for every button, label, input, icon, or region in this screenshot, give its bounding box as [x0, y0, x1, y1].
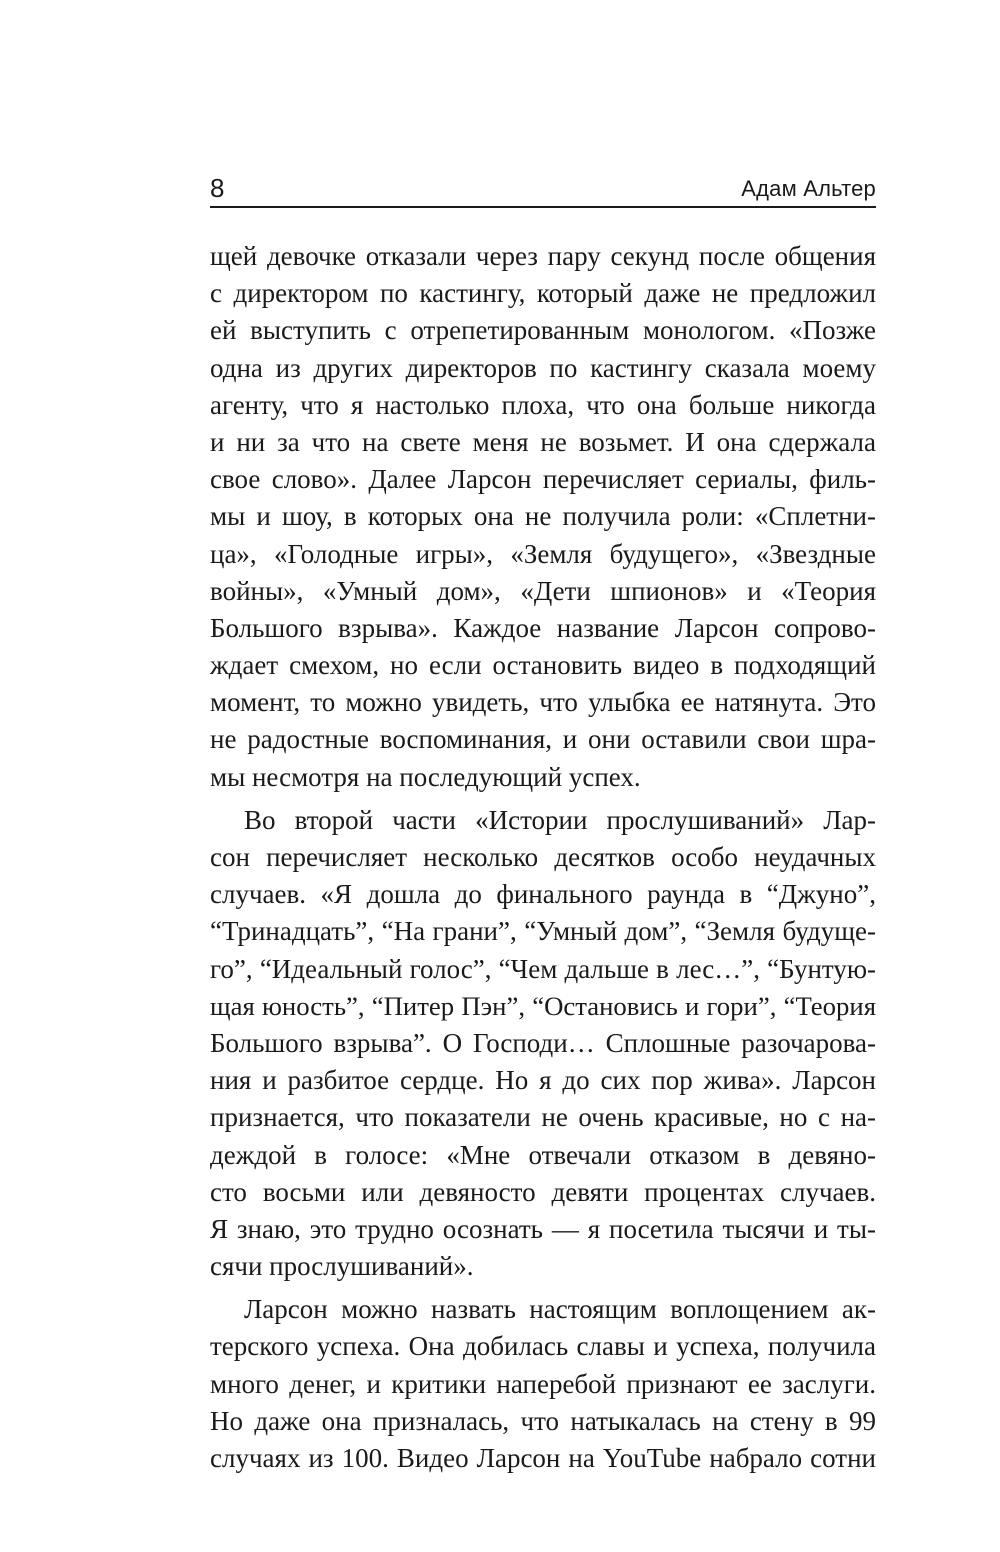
text-line: Во второй части «Истории прослушиваний» Лар-	[244, 804, 876, 835]
text-line: ния и разбитое сердце. Но я до сих пор жива». Ларсон	[210, 1065, 876, 1096]
text-line: деждой в голосе: «Мне отвечали отказом в девяно-	[210, 1139, 876, 1170]
text-line: мы и шоу, в которых она не получила роли: «Сплетни-	[210, 501, 876, 532]
text-line: случаев. «Я дошла до финального раунда в “Джуно”,	[210, 879, 876, 910]
text-line: Большого взрыва”. О Господи… Сплошные разочарова-	[210, 1027, 876, 1058]
text-line: ца», «Голодные игры», «Земля будущего», «Звездные	[210, 538, 876, 569]
text-line: момент, то можно увидеть, что улыбка ее натянута. Это	[210, 687, 876, 718]
running-head-author: Адам Альтер	[741, 176, 876, 201]
text-line: не радостные воспоминания, и они оставили свои шра-	[210, 724, 876, 755]
page-number: 8	[210, 173, 225, 203]
text-line: ей выступить с отрепетированным монологом. «Позже	[210, 315, 876, 346]
text-line: одна из других директоров по кастингу сказала моему	[210, 352, 876, 383]
text-line: сячи прослушиваний».	[210, 1251, 474, 1282]
text-line: щая юность”, “Питер Пэн”, “Остановись и гори”, “Теория	[210, 990, 876, 1021]
text-line: признается, что показатели не очень красивые, но с на-	[210, 1102, 876, 1133]
page-header	[210, 170, 876, 208]
text-line: Но даже она призналась, что натыкалась на стену в 99	[210, 1405, 876, 1436]
text-line: и ни за что на свете меня не возьмет. И она сдержала	[210, 426, 876, 457]
text-line: случаях из 100. Видео Ларсон на YouTube набрало сотни	[210, 1443, 876, 1473]
text-line: мы несмотря на последующий успех.	[210, 761, 641, 792]
paragraph	[210, 238, 876, 796]
text-line: Большого взрыва». Каждое название Ларсон сопрово-	[210, 612, 876, 643]
text-line: терского успеха. Она добилась славы и успеха, получила	[210, 1331, 876, 1362]
text-line: Ларсон можно назвать настоящим воплощением ак-	[244, 1294, 876, 1325]
text-line: щей девочке отказали через пару секунд после общения	[210, 241, 876, 271]
text-line: с директором по кастингу, который даже не предложил	[210, 278, 876, 309]
text-line: ждает смехом, но если остановить видео в подходящий	[210, 650, 876, 681]
text-line: агенту, что я настолько плоха, что она больше никогда	[210, 389, 876, 420]
text-line: много денег, и критики наперебой признают ее заслуги.	[210, 1368, 876, 1399]
text-line: сон перечисляет несколько десятков особо неудачных	[210, 842, 876, 872]
text-line: сто восьми или девяносто девяти процентах случаев.	[210, 1176, 876, 1207]
paragraph	[210, 1291, 876, 1477]
text-line: “Тринадцать”, “На грани”, “Умный дом”, “Земля будуще-	[210, 916, 876, 947]
body-text	[210, 238, 876, 1477]
text-line: свое слово». Далее Ларсон перечисляет сериалы, филь-	[210, 464, 876, 495]
text-line: войны», «Умный дом», «Дети шпионов» и «Теория	[210, 575, 876, 606]
text-line: го”, “Идеальный голос”, “Чем дальше в лес…”, “Бунтую-	[210, 953, 876, 984]
paragraph	[210, 802, 876, 1285]
text-line: Я знаю, это трудно осознать — я посетила тысячи и ты-	[210, 1213, 876, 1244]
